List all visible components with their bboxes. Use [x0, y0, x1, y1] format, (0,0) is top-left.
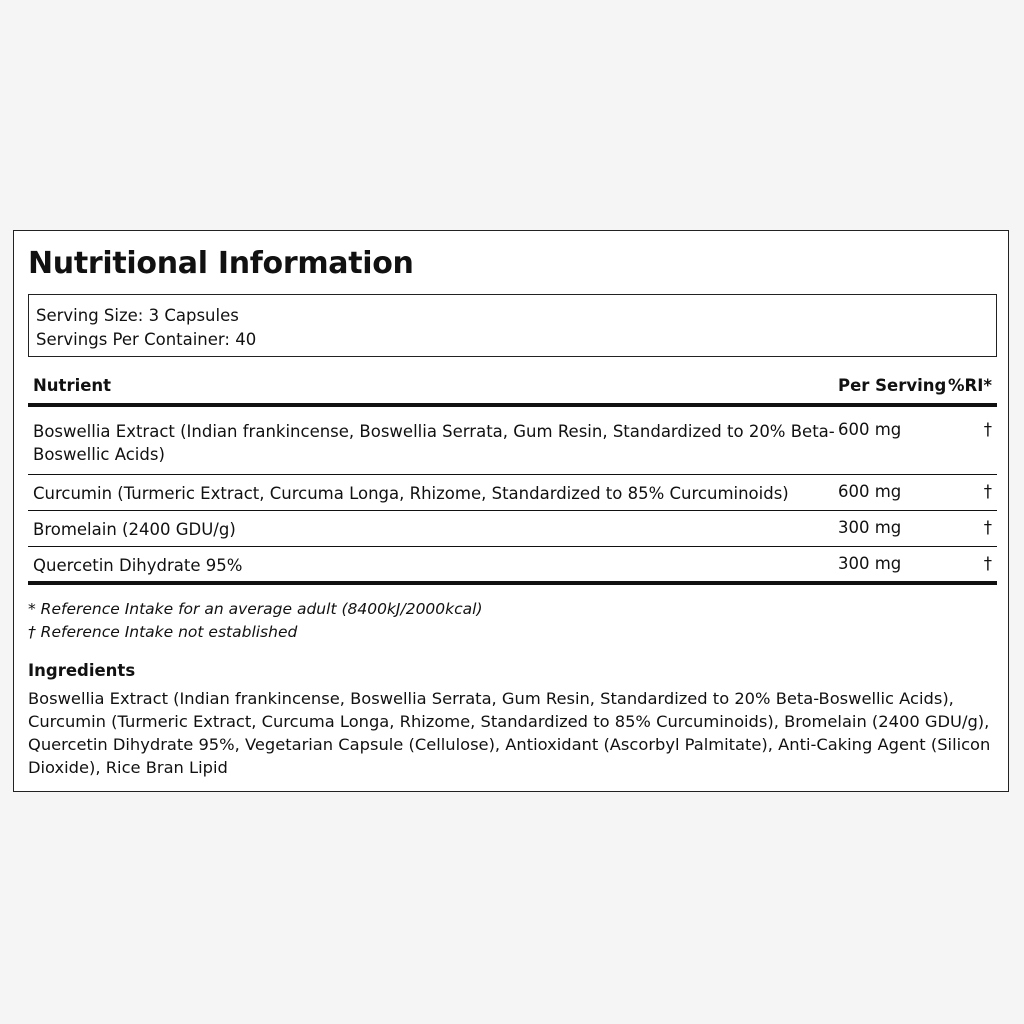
nutrient-amount: 600 mg [838, 420, 902, 439]
table-header [28, 375, 997, 407]
header-ri: %RI* [947, 376, 992, 395]
ingredients-heading: Ingredients [28, 661, 136, 680]
nutrient-amount: 300 mg [838, 554, 902, 573]
nutrition-panel [13, 230, 1009, 792]
serving-info-box [28, 294, 997, 357]
nutrient-ri: † [983, 554, 992, 573]
nutrient-ri: † [983, 518, 992, 537]
nutrient-amount: 600 mg [838, 482, 902, 501]
nutrient-table [28, 375, 997, 585]
servings-per-container: Servings Per Container: 40 [36, 330, 257, 349]
ingredients-text: Boswellia Extract (Indian frankincense, Boswellia Serrata, Gum Resin, Standardized to 20% Beta-Boswellic Acids), Curcumin (Turmeric Extract, Curcuma Longa, Rhizome, Standardized to 85% Curcuminoids), Bromelain (2400 GDU/g), Quercetin Dihydrate 95%, Vegetarian Capsule (Cellulose), Antioxidant (Ascorbyl Palmitate), Anti-Caking Agent (Silicon Dioxide), Rice Bran Lipid [28, 689, 991, 777]
footnote-ri: * Reference Intake for an average adult (8400kJ/2000kcal) [28, 600, 483, 618]
table-row [28, 511, 997, 547]
table-row [28, 547, 997, 585]
nutrient-name: Curcumin (Turmeric Extract, Curcuma Longa, Rhizome, Standardized to 85% Curcuminoids) [33, 484, 789, 503]
panel-title: Nutritional Information [28, 246, 414, 281]
nutrient-name: Bromelain (2400 GDU/g) [33, 520, 236, 539]
nutrient-ri: † [983, 420, 992, 439]
footnote-dagger: † Reference Intake not established [28, 623, 298, 641]
header-nutrient: Nutrient [33, 376, 112, 395]
serving-size: Serving Size: 3 Capsules [36, 306, 239, 325]
nutrient-name: Quercetin Dihydrate 95% [33, 556, 243, 575]
header-per-serving: Per Serving [838, 376, 947, 395]
nutrient-name: Boswellia Extract (Indian frankincense, Boswellia Serrata, Gum Resin, Standardized to 20% Beta-Boswellic Acids) [33, 422, 835, 464]
nutrient-ri: † [983, 482, 992, 501]
nutrient-amount: 300 mg [838, 518, 902, 537]
footnotes [28, 598, 483, 644]
table-row [28, 407, 997, 475]
table-row [28, 475, 997, 511]
